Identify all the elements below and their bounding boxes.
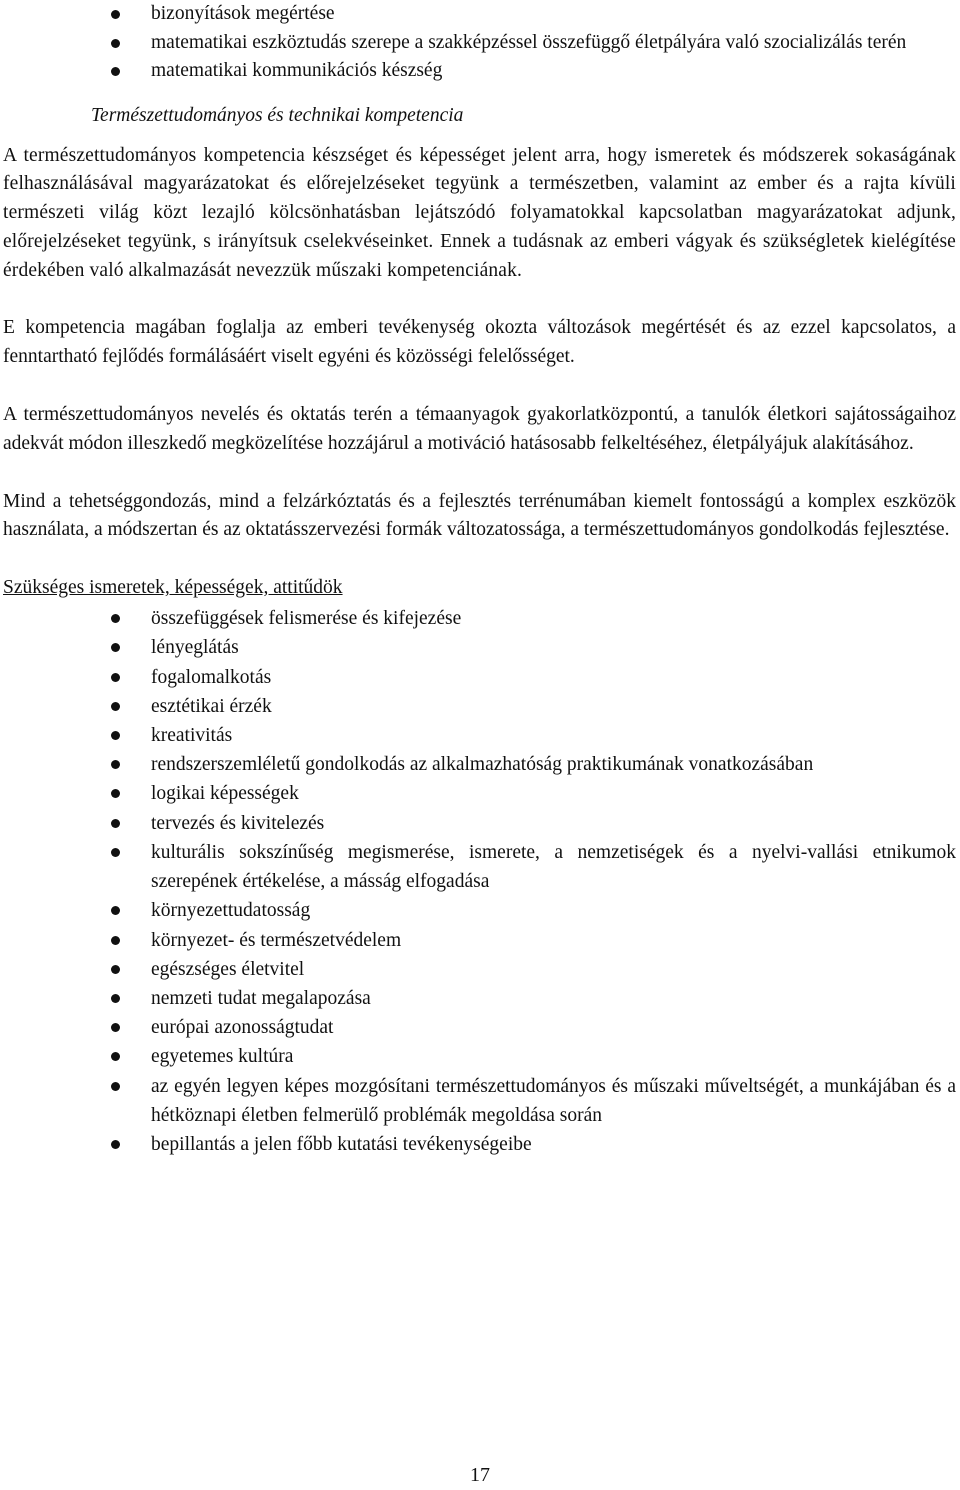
list-item: összefüggések felismerése és kifejezése [3, 604, 956, 633]
skills-subheading [3, 573, 956, 603]
skills-subheading-text: Szükséges ismeretek, képességek, attitűdök [3, 577, 343, 599]
list-item: rendszerszemléletű gondolkodás az alkalmazhatóság praktikumának vonatkozásában [3, 750, 956, 779]
list-item: környezet- és természetvédelem [3, 926, 956, 955]
list-item: lényeglátás [3, 633, 956, 662]
list-item: kreativitás [3, 721, 956, 750]
list-item: matematikai eszköztudás szerepe a szakképzéssel összefüggő életpályára való szocializálás terén [3, 29, 956, 58]
list-item: esztétikai érzék [3, 692, 956, 721]
section-heading: Természettudományos és technikai kompetencia [91, 104, 464, 126]
list-item: logikai képességek [3, 779, 956, 808]
list-item: kulturális sokszínűség megismerése, ismerete, a nemzetiségek és a nyelvi-vallási etnikumok szerepének értékelése, a másság elfogadása [3, 838, 956, 896]
list-item: környezettudatosság [3, 896, 956, 925]
paragraph-education: A természettudományos nevelés és oktatás terén a témaanyagok gyakorlatközpontú, a tanulók életkori sajátosságaihoz adekvát módon illeszkedő megközelítése hozzájárul a motiváció hatásosabb felkeltéséhez, életpályájuk alakításához. [3, 404, 956, 454]
list-item: az egyén legyen képes mozgósítani természettudományos és műszaki műveltségét, a munkájában és a hétköznapi életben felmerülő problémák megoldása során [3, 1072, 956, 1130]
skills-bullet-list [3, 604, 956, 1159]
paragraph-definition: A természettudományos kompetencia készséget és képességet jelent arra, hogy ismeretek és módszerek sokaságának felhasználásával magyarázatokat és előrejelzéseket tegyünk a természetben, valamint az ember és a rajta kívüli természeti világ közt lezajló kölcsönhatásban lejátszódó folyamatokkal kapcsolatban magyarázatokat adjunk, előrejelzéseket tegyünk, s irányítsuk cselekvéseinket. Ennek a tudásnak az emberi vágyak és szükségletek kielégítése érdekében való alkalmazását nevezzük műszaki kompetenciának. [3, 144, 956, 281]
list-item: tervezés és kivitelezés [3, 809, 956, 838]
list-item: bizonyítások megértése [3, 0, 956, 29]
paragraph-talent: Mind a tehetséggondozás, mind a felzárkóztatás és a fejlesztés terrénumában kiemelt fontosságú a komplex eszközök használata, a módszertan és az oktatásszervezési formák változatossága, a természettudományos gondolkodás fejlesztése. [3, 490, 956, 541]
top-bullet-list [3, 0, 956, 86]
list-item: nemzeti tudat megalapozása [3, 984, 956, 1013]
document-page [3, 0, 956, 1159]
list-item: bepillantás a jelen főbb kutatási tevékenységeibe [3, 1130, 956, 1159]
list-item: matematikai kommunikációs készség [3, 57, 956, 86]
page-number: 17 [470, 1464, 490, 1486]
list-item: európai azonosságtudat [3, 1013, 956, 1042]
paragraph-responsibility: E kompetencia magában foglalja az emberi tevékenység okozta változások megértését és az ezzel kapcsolatos, a fenntartható fejlődés formálásáért viselt egyéni és közösségi felelősséget. [3, 317, 956, 368]
list-item: fogalomalkotás [3, 663, 956, 692]
list-item: egyetemes kultúra [3, 1042, 956, 1071]
list-item: egészséges életvitel [3, 955, 956, 984]
